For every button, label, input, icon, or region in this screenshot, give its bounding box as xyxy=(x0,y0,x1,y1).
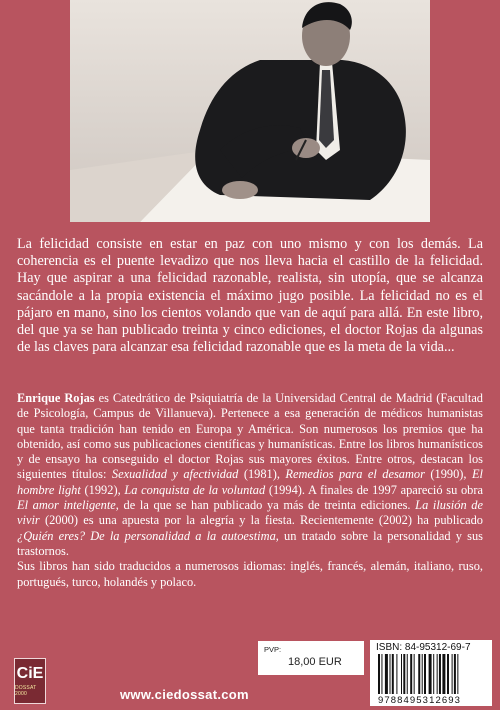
price-value: 18,00 EUR xyxy=(288,656,342,668)
barcode-bar xyxy=(396,654,397,694)
barcode-bar xyxy=(454,654,456,694)
publisher-logo-subtitle: DOSSAT 2000 xyxy=(15,684,37,697)
barcode-bar xyxy=(414,654,415,694)
book-title: La conquista de la voluntad xyxy=(124,482,266,497)
barcode-bar xyxy=(429,654,432,694)
author-photo xyxy=(70,0,430,222)
publisher-logo-mark: CiE xyxy=(16,664,44,682)
author-name: Enrique Rojas xyxy=(17,391,95,405)
author-photo-illustration xyxy=(70,0,430,222)
barcode-bar xyxy=(407,654,408,694)
author-biography: Enrique Rojas es Catedrático de Psiquiatría de la Universidad Central de Madrid (Facultad de Psicología, Campus de Villanueva). Pertenece a esa generación de médicos humanistas que tanta tradición han tenido en Europa y América. Son numerosos los premios que ha obtenido, así como sus publicaciones científicas y humanísticas. Entre los libros humanísticos y de ensayo ha conseguido el doctor Rojas sus mayores éxitos. Entre otros, destacan los siguientes títulos: Sexualidad y afectividad (1981), Remedios para el desamor (1990), El hombre light (1992), La conquista de la voluntad (1994). A finales de 1997 apareció su obra El amor inteligente, de la que se han publicado ya más de treinta ediciones. La ilusión de vivir (2000) es una apuesta por la alegría y la fiesta. Recientemente (2002) ha publicado ¿Quién eres? De la personalidad a la autoestima, un tratado sobre la personalidad y sus trastornos. Sus libros han sido traducidos a numerosos idiomas: inglés, francés, alemán, italiano, ruso, portugués, turco, holandés y polaco. xyxy=(17,391,484,589)
barcode-bar xyxy=(392,654,394,694)
price-box xyxy=(258,641,364,675)
book-title: Remedios para el desamor xyxy=(285,467,425,482)
barcode-icon xyxy=(378,654,484,694)
book-title: ¿Quién eres? De la personalidad a la autoestima xyxy=(17,528,276,543)
barcode-bar xyxy=(401,654,402,694)
ean-number: 9788495312693 xyxy=(378,695,461,706)
barcode-box xyxy=(370,640,492,706)
barcode-bar xyxy=(403,654,405,694)
barcode-bar xyxy=(437,654,438,694)
publisher-logo xyxy=(14,658,46,704)
back-cover-blurb: La felicidad consiste en estar en paz con uno mismo y con los demás. La coherencia es el puente levadizo que nos lleva hacia el castillo de la felicidad. Hay que aspirar a una felicidad razonable, realista, sin utopía, que se alcanza sacándole a la propia existencia el máximo jugo posible. La felicidad no es el pájaro en mano, sino los cientos volando que van de aquí para allá. En este libro, del que ya se han publicado treinta y cinco ediciones, el doctor Rojas da algunas de las claves para alcanzar esa felicidad razonable que es la meta de la vida... xyxy=(17,236,483,356)
book-title: La ilusión de vivir xyxy=(17,498,483,528)
barcode-bar xyxy=(418,654,420,694)
barcode-bar xyxy=(442,654,445,694)
barcode-bar xyxy=(452,654,453,694)
isbn-number: ISBN: 84-95312-69-7 xyxy=(376,642,471,653)
barcode-bar xyxy=(457,654,458,694)
barcode-bar xyxy=(433,654,434,694)
barcode-bar xyxy=(385,654,388,694)
barcode-bar xyxy=(381,654,382,694)
book-title: El hombre light xyxy=(17,467,483,497)
barcode-bar xyxy=(424,654,426,694)
barcode-bar xyxy=(422,654,423,694)
book-title: El amor inteligente xyxy=(17,498,116,513)
barcode-bar xyxy=(390,654,391,694)
barcode-bar xyxy=(378,654,380,694)
publisher-website: www.ciedossat.com xyxy=(120,687,249,702)
book-title: Sexualidad y afectividad xyxy=(111,467,239,482)
translations-note: Sus libros han sido traducidos a numerosos idiomas: inglés, francés, alemán, italiano, ruso, portugués, turco, holandés y polaco. xyxy=(17,559,483,589)
barcode-bar xyxy=(439,654,441,694)
barcode-bar xyxy=(410,654,412,694)
price-label: PVP: xyxy=(264,645,282,654)
barcode-bar xyxy=(447,654,449,694)
